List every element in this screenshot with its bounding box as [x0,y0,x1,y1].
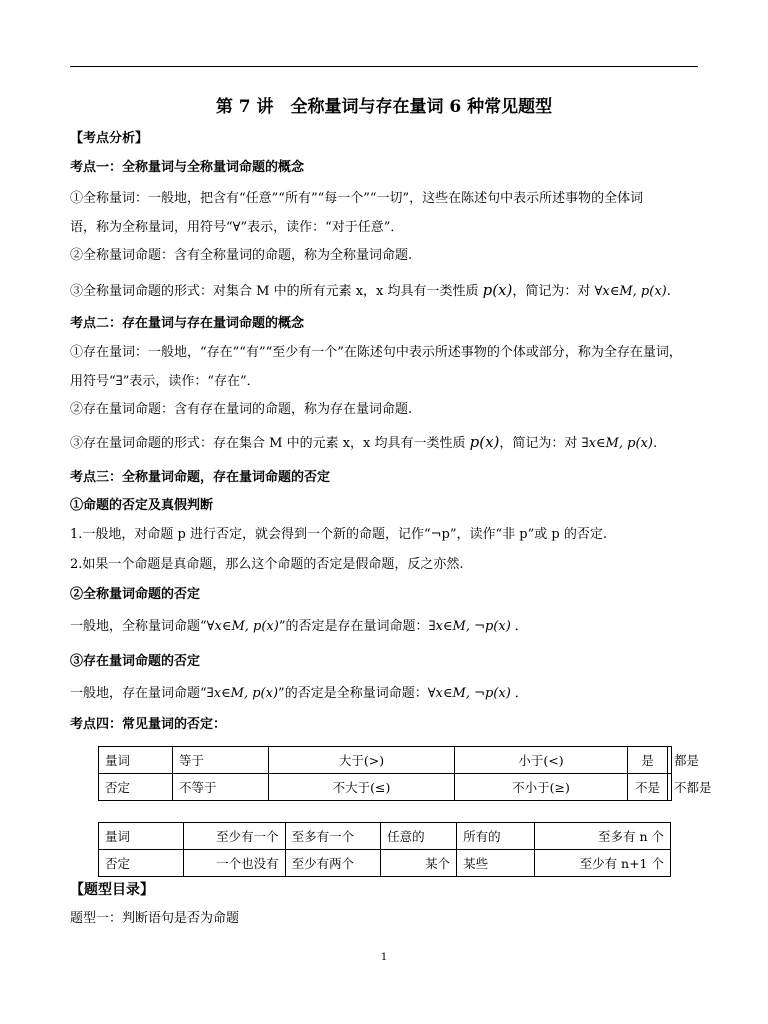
table-cell: 量词 [99,823,184,850]
table-cell: 至少有一个 [183,823,285,850]
kp3-sub3-formula-2: ∀x∈M, ¬p(x) [427,686,511,701]
kp1-line2: 语，称为全称量词，用符号“∀”表示，读作：“对于任意”． [70,220,404,235]
kp3-sub2-text-c: ． [514,619,528,634]
table-cell: 至多有 n 个 [535,823,671,850]
table-cell: 大于(>) [269,747,455,774]
table-row [99,823,671,850]
kp3-sub3-heading: ③存在量词命题的否定 [70,654,201,669]
kp2-line4-text: ③存在量词命题的形式：存在集合 M 中的元素 x，x 均具有一类性质 [70,436,470,451]
kp1-line4-mid: ，简记为：对 [512,284,595,299]
kp3-sub3-text-c: ． [514,686,528,701]
kp2-short-formula: ∃x∈M, p(x) [581,436,653,451]
table-cell: 不小于(≥) [455,774,628,801]
table-cell: 否定 [99,774,173,801]
kp1-line1: ①全称量词：一般地，把含有“任意”“所有”“每一个”“一切”，这些在陈述句中表示所述事物的全体词 [70,191,644,206]
kp1-short-formula: ∀x∈M, p(x) [594,284,667,299]
kp3-sub3-formula-1: ∃x∈M, p(x) [206,686,279,701]
kp3-sub2-text-b: ”的否定是存在量词命题： [278,619,429,634]
kp3-sub1-line1: 1.一般地，对命题 p 进行否定，就会得到一个新的命题，记作“¬p”，读作“非 p”或 p 的否定. [70,527,607,542]
type-one-item: 题型一：判断语句是否为命题 [70,911,240,926]
kp3-sub3-line [70,684,528,704]
catalog-heading: 【题型目录】 [70,882,154,898]
page-number: 1 [380,952,388,963]
section-analysis-heading: 【考点分析】 [70,131,149,146]
kp3-heading: 考点三：全称量词命题，存在量词命题的否定 [70,470,331,485]
kp2-line4-mid: ，简记为：对 [499,436,582,451]
header-rule [70,66,698,67]
kp3-sub1-heading: ①命题的否定及真假判断 [70,498,214,513]
kp2-line4-end: . [652,436,658,451]
table-cell: 是 [628,747,668,774]
kp1-line4 [70,280,671,302]
table-cell: 不是 [628,774,668,801]
kp3-sub2-formula-1: ∀x∈M, p(x) [206,619,279,634]
kp3-sub2-heading: ②全称量词命题的否定 [70,587,201,602]
kp1-heading: 考点一：全称量词与全称量词命题的概念 [70,160,305,175]
page-title: 第 7 讲 全称量词与存在量词 6 种常见题型 [215,97,553,117]
table-cell: 否定 [99,850,184,877]
kp3-sub3-text-a: 一般地，存在量词命题“ [70,686,207,701]
kp3-sub3-text-b: ”的否定是全称量词命题： [278,686,428,701]
table-row [99,774,672,801]
kp2-line2: 用符号“∃”表示，读作：“存在”． [70,374,260,389]
quantifier-table-2 [98,822,671,877]
kp3-sub2-formula-2: ∃x∈M, ¬p(x) [428,619,511,634]
kp4-heading: 考点四：常见量词的否定： [70,717,227,732]
kp2-line1: ①存在量词：一般地，“存在”“有”“至少有一个”在陈述句中表示所述事物的个体或部分，称为全存在量词， [70,345,682,360]
table-cell: 量词 [99,747,173,774]
kp1-property-formula: p(x) [482,281,513,299]
kp2-property-formula: p(x) [469,433,500,451]
table-cell: 小于(<) [455,747,628,774]
table-cell: 一个也没有 [183,850,285,877]
table-cell: 至多有一个 [285,823,381,850]
kp2-heading: 考点二：存在量词与存在量词命题的概念 [70,316,305,331]
kp3-sub1-line2: 2.如果一个命题是真命题，那么这个命题的否定是假命题，反之亦然. [70,557,464,572]
kp1-line3: ②全称量词命题：含有全称量词的命题，称为全称量词命题. [70,248,413,263]
kp1-line4-end: . [666,284,671,299]
table-cell: 任意的 [381,823,457,850]
table-cell: 等于 [173,747,269,774]
table-row [99,747,672,774]
kp3-sub2-text-a: 一般地，全称量词命题“ [70,619,207,634]
table-cell: 都是 [668,747,672,774]
table-cell: 至少有两个 [285,850,381,877]
table-cell: 至少有 n+1 个 [535,850,671,877]
table-cell: 不大于(≤) [269,774,455,801]
table-row [99,850,671,877]
table-cell: 所有的 [457,823,535,850]
kp1-line4-text: ③全称量词命题的形式：对集合 M 中的所有元素 x，x 均具有一类性质 [70,284,483,299]
kp3-sub2-line [70,617,528,637]
table-cell: 不都是 [668,774,672,801]
table-cell: 某些 [457,850,535,877]
table-cell: 不等于 [173,774,269,801]
table-cell: 某个 [381,850,457,877]
quantifier-table-1 [98,746,712,801]
kp2-line3: ②存在量词命题：含有存在量词的命题，称为存在量词命题. [70,402,413,417]
kp2-line4 [70,432,657,454]
